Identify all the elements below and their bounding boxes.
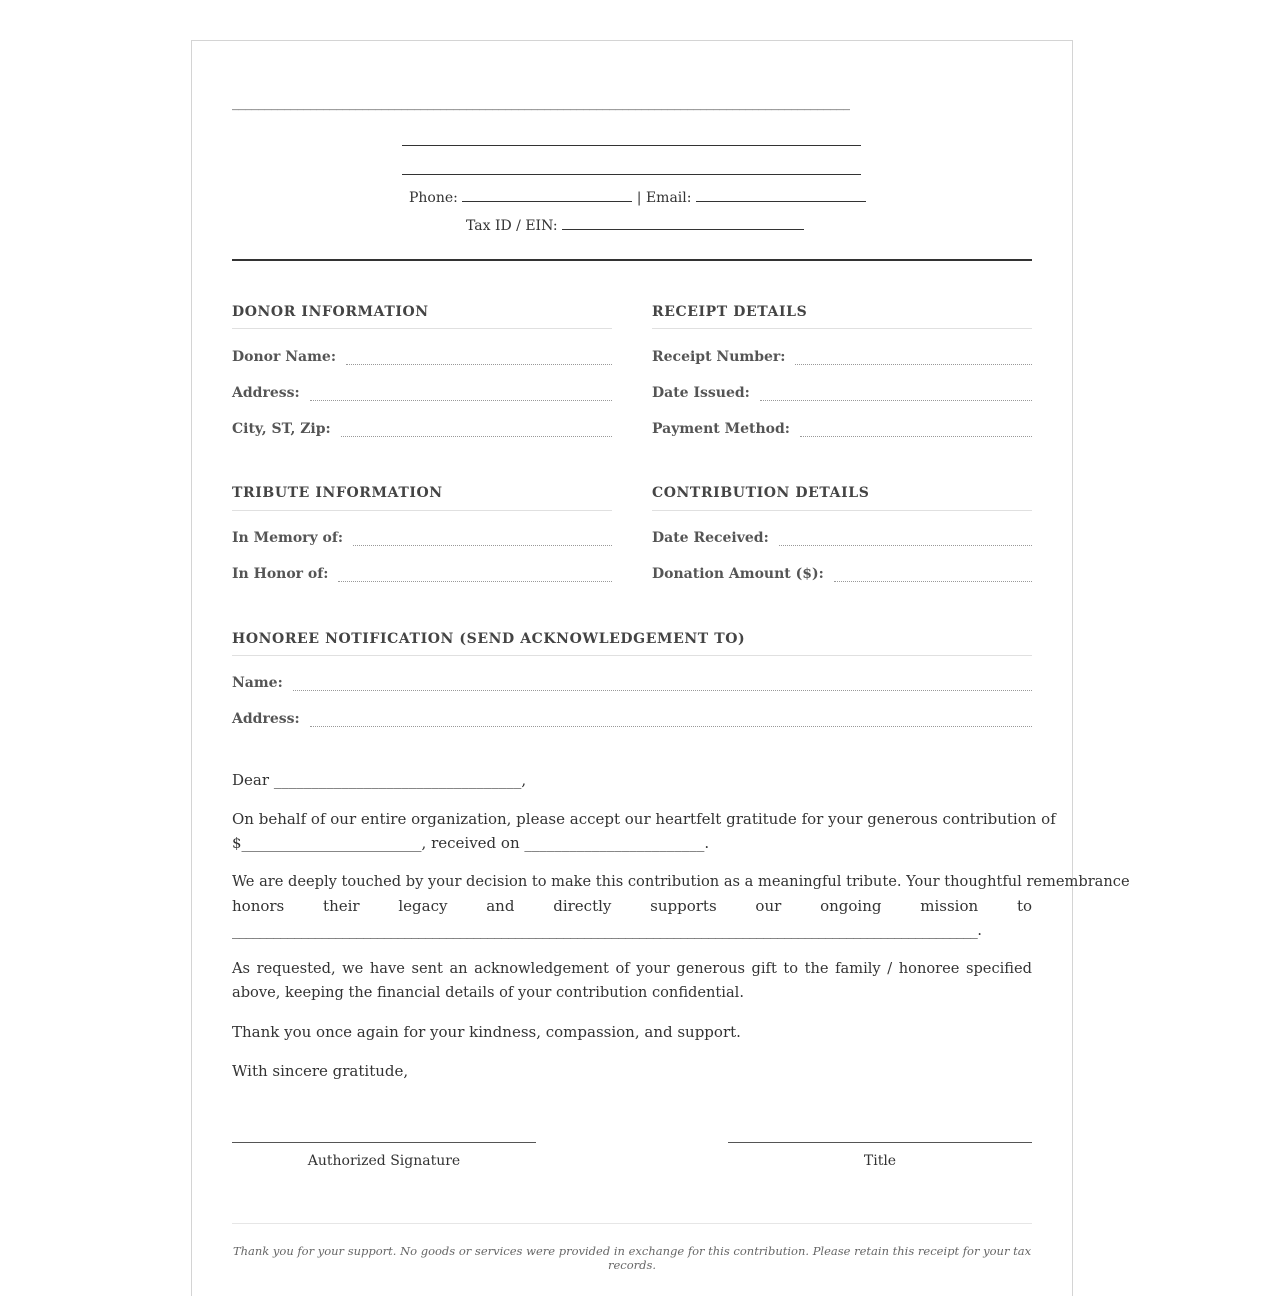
tribute-section-rule <box>232 510 612 511</box>
date-issued-line[interactable] <box>760 399 1032 401</box>
letter-closing: With sincere gratitude, <box>232 1062 409 1080</box>
payment-method-field[interactable] <box>652 417 1032 437</box>
donor-address-line[interactable] <box>310 399 612 401</box>
date-issued-label: Date Issued: <box>652 385 750 401</box>
donor-section-title: DONOR INFORMATION <box>232 304 429 320</box>
org-name-blank: _______________________________________________________________________________________________ <box>232 95 850 111</box>
donor-city-line[interactable] <box>341 435 612 437</box>
in-memory-field[interactable] <box>232 526 612 546</box>
letter-paragraph-3: As requested, we have sent an acknowledgement of your generous gift to the family / honoree specified above, keeping the financial details of your contribution confidential. <box>232 960 1032 1001</box>
letter-paragraph-2-line-1: We are deeply touched by your decision to make this contribution as a meaningful tribute. Your thoughtful remembrance <box>232 873 1130 890</box>
letter-salutation <box>232 768 1032 792</box>
letter-paragraph-1-line-2 <box>232 831 1032 855</box>
authorized-signature-label: Authorized Signature <box>307 1153 461 1169</box>
in-memory-label: In Memory of: <box>232 530 344 546</box>
in-honor-label: In Honor of: <box>232 566 329 582</box>
donor-city-field[interactable] <box>232 417 612 437</box>
honoree-section-title: HONOREE NOTIFICATION (SEND ACKNOWLEDGEMENT TO) <box>232 631 746 647</box>
p1-end: . <box>704 834 710 852</box>
receipt-number-line[interactable] <box>795 363 1032 365</box>
dear-comma: , <box>521 771 527 789</box>
donor-name-field[interactable] <box>232 345 612 365</box>
payment-method-label: Payment Method: <box>652 421 790 437</box>
tax-line <box>466 215 804 234</box>
donor-name-line[interactable] <box>346 363 612 365</box>
donor-address-field[interactable] <box>232 381 612 401</box>
signature-line-left[interactable] <box>232 1142 536 1143</box>
in-memory-line[interactable] <box>353 544 612 546</box>
receipt-section-title: RECEIPT DETAILS <box>652 304 808 320</box>
payment-method-line[interactable] <box>800 435 1032 437</box>
receipt-number-label: Receipt Number: <box>652 349 786 365</box>
footer-divider <box>232 1223 1032 1224</box>
in-honor-line[interactable] <box>338 580 612 582</box>
email-label: | Email: <box>636 190 692 206</box>
date-received-line[interactable] <box>779 544 1032 546</box>
donor-city-label: City, ST, Zip: <box>232 421 331 437</box>
date-received-label: Date Received: <box>652 530 769 546</box>
donor-address-label: Address: <box>232 385 300 401</box>
p2-end: . <box>977 921 982 939</box>
honoree-name-field[interactable] <box>232 671 1032 691</box>
letter-paragraph-1-line-1: On behalf of our entire organization, please accept our heartfelt gratitude for your generous contribution of <box>232 810 1056 828</box>
dear-blank: _________________________________ <box>273 771 522 789</box>
p1-dollar: $ <box>232 834 242 852</box>
tax-blank <box>562 215 804 230</box>
letter-paragraph-4: Thank you once again for your kindness, compassion, and support. <box>232 1023 741 1041</box>
in-honor-field[interactable] <box>232 562 612 582</box>
contribution-section-rule <box>652 510 1032 511</box>
receipt-page <box>191 40 1130 1296</box>
donation-amount-line[interactable] <box>834 580 1032 582</box>
p1-amount-blank: ________________________ <box>241 834 422 852</box>
dear-text: Dear <box>232 771 270 789</box>
email-blank <box>696 187 866 202</box>
p1-received: , received on <box>421 834 520 852</box>
honoree-name-line[interactable] <box>293 689 1032 691</box>
p2-mission-blank: ____________________________________________________________________________________________________________ <box>232 921 978 939</box>
receipt-section-rule <box>652 328 1032 329</box>
footer-note: Thank you for your support. No goods or services were provided in exchange for this contribution. Please retain this receipt for your tax records. <box>232 1244 1032 1272</box>
title-label: Title <box>863 1153 897 1169</box>
honoree-address-line[interactable] <box>310 725 1032 727</box>
org-address-line-2 <box>402 174 861 175</box>
donor-section-rule <box>232 328 612 329</box>
date-received-field[interactable] <box>652 526 1032 546</box>
p1-date-blank: ________________________ <box>524 834 705 852</box>
honoree-address-field[interactable] <box>232 707 1032 727</box>
letter-paragraph-2-line-3 <box>232 918 1112 942</box>
signature-line-right[interactable] <box>728 1142 1032 1143</box>
header-divider <box>232 259 1032 261</box>
honoree-name-label: Name: <box>232 675 283 691</box>
receipt-number-field[interactable] <box>652 345 1032 365</box>
phone-label: Phone: <box>409 190 458 206</box>
date-issued-field[interactable] <box>652 381 1032 401</box>
donation-amount-label: Donation Amount ($): <box>652 566 824 582</box>
contribution-section-title: CONTRIBUTION DETAILS <box>652 485 870 501</box>
donation-amount-field[interactable] <box>652 562 1032 582</box>
letter-paragraph-2-line-2: honors their legacy and directly supports our ongoing mission to <box>232 897 1032 915</box>
honoree-section-rule <box>232 655 1032 656</box>
tax-label: Tax ID / EIN: <box>466 218 558 234</box>
org-address-line-1 <box>402 145 861 146</box>
contact-line <box>409 187 866 206</box>
honoree-address-label: Address: <box>232 711 300 727</box>
tribute-section-title: TRIBUTE INFORMATION <box>232 485 443 501</box>
phone-blank <box>462 187 632 202</box>
donor-name-label: Donor Name: <box>232 349 337 365</box>
